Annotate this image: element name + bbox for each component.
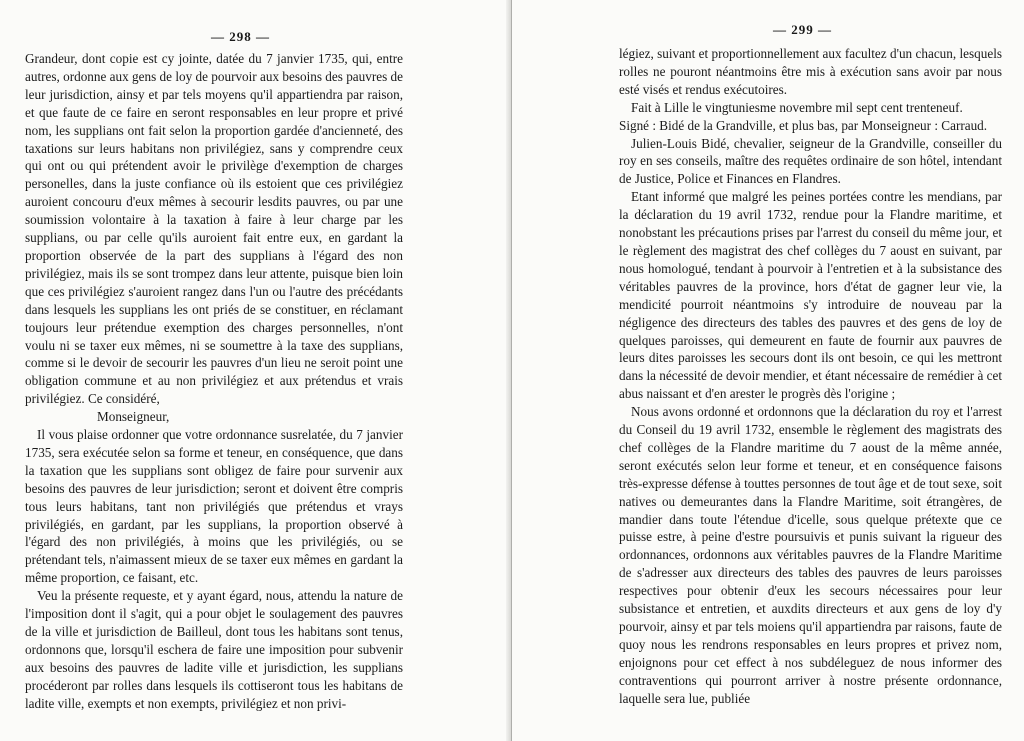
- page-number: — 298 —: [211, 29, 270, 44]
- paragraph: Fait à Lille le vingtuniesme novembre mil sept cent trenteneuf.: [631, 99, 963, 115]
- salutation: Monseigneur,: [97, 409, 170, 425]
- paragraph: Veu la présente requeste, et y ayant égard, nous, attendu la nature de l'imposition dont il s'agit, qui a pour objet le soulagement des pauvres de la ville et jurisdiction de Bailleul, dont tous les habitans sont tenus, ordonnons que, lorsqu'il eschera de faire une imposition pour subvenir aux besoins des pauvres de ladite ville et jurisdiction, les supplians procéderont par rolles dans lesquels ils cottiseront tous les habitans de ladite ville, exempts et non exempts, privilégiez et non privi-: [25, 588, 403, 711]
- paragraph: légiez, suivant et proportionnellement aux facultez d'un chacun, lesquels rolles ne pouront néantmoins être mis à exécution sans avoir par nous esté visés et rendus exécutoires.: [619, 46, 1002, 97]
- paragraph: Etant informé que malgré les peines portées contre les mendians, par la déclaration du 19 avril 1732, rendue pour la Flandre maritime, et nonobstant les précautions prises par l'arrest du conseil du même jour, et le règlement des magistrat des chef collèges du 7 aoust en suivant, par nous homologué, tendant à pourvoir à l'entretien et à la subsistance des véritables pauvres de la province, hors d'état de gagner leur vie, la mendicité pourroit néantmoins s'y introduire de nouveau par la négligence des directeurs des tables des pauvres et des gens de loy de quelques paroisses, qui demeurent en faute de fournir aux pauvres de leurs dites paroisses les secours dont ils ont besoin, ce qui les mettront dans la nécessité de devoir mendier, et étant nécessaire de remédier à cet abus naissant et d'en arester le progrès dès l'origine ;: [619, 189, 1002, 402]
- paragraph: Il vous plaise ordonner que votre ordonnance susrelatée, du 7 janvier 1735, sera exécutée selon sa forme et teneur, en conséquence, que dans la taxation que les supplians sont obligez de faire pour survenir aux besoins des pauvres de leur jurisdiction; seront et doivent être compris tous leurs habitans, tant non privilégiés que prétendus et vrays privilégiés, en gardant, par les supplians, la proportion observé à l'égard des non privilégiés, à moins que les privilégiés, ou se prétendant tels, n'aimassent mieux de se taxer eux mêmes en gardant la même proportion, ce faisant, etc.: [25, 427, 403, 586]
- page-number: — 299 —: [773, 22, 832, 37]
- right-page: [512, 0, 1024, 741]
- paragraph: Nous avons ordonné et ordonnons que la déclaration du roy et l'arrest du Conseil du 19 avril 1732, ensemble le règlement des magistrats des chef collèges de la Flandre maritime du 7 aoust de la même année, seront exécutés selon leur forme et teneur, et en conséquence faisons très-expresse défense à touttes personnes de tout âge et de tout sexe, soit natives ou demeurantes dans la Flandre Maritime, soit étrangères, de mandier dans toute l'étendue d'icelle, sous quelque prétexte que ce puisse estre, à peine d'estre poursuivis et punis suivant la rigueur des ordonnances, ordonnons aux véritables pauvres de la Flandre Maritime de s'adresser aux directeurs des tables des pauvres de leurs paroisses respectives pour obtenir d'eux les secours nécessaires pour leur subsistance et entretien, et auxdits directeurs et aux gens de loy d'y pourvoir, ainsy et par tels moiens qu'il appartiendra par raisons, faute de quoy nous les rendrons responsables en leurs propres et privez nom, enjoignons pour cet effect à nos subdéleguez de nous informer des contraventions qui pourront arriver à nostre présente ordonnance, laquelle sera lue, publiée: [619, 404, 1002, 706]
- paragraph: Grandeur, dont copie est cy jointe, datée du 7 janvier 1735, qui, entre autres, ordonne aux gens de loy de pourvoir aux besoins des pauvres de leur jurisdiction, ainsy et par tels moyens qu'il appartiendra par raison, et que faute de ce faire en seront responsables en leur propre et privé nom, les supplians ont fait selon la proportion gardée d'ancienneté, des taxations sur leurs habitans non privilégiez, sans y comprendre ceux qui ont ou qui prétendent avoir le privilège d'exemption de charges personelles, dans la juste confiance où ils estoient que ces privilégiez auroient concouru d'eux mêmes à secourir lesdits pauvres, ou par une soumission volontaire à la taxation à faire à leur charge par les supplians, ou par celle qu'ils auroient fait entre eux, en gardant la proportion observée de la part des supplians à l'égard des non privilégiez, mais ils se sont trompez dans leur attente, puisque bien loin que ces privilégiez s'auroient rangez dans l'un ou l'autre des précédants dans lesquels les supplians les ont priés de se constituer, en réclamant toujours leur prétendue exemption des charges personnelles, n'ont voulu ni se taxer eux mêmes, ni se soumettre à la taxe des supplians, comme si le devoir de secourir les pauvres d'un lieu ne seroit point une obligation commune et au non privilégiez et aux prétendus et vrais privilégiez. Ce considéré,: [25, 51, 403, 407]
- signature-line: Signé : Bidé de la Grandville, et plus bas, par Monseigneur : Carraud.: [619, 117, 988, 133]
- page-body: [619, 45, 1002, 708]
- page-body: [25, 50, 403, 713]
- paragraph: Julien-Louis Bidé, chevalier, seigneur de la Grandville, conseiller du roy en ses conseils, maître des requêtes ordinaire de son hôtel, intendant de Justice, Police et Finances en Flandres.: [619, 135, 1002, 187]
